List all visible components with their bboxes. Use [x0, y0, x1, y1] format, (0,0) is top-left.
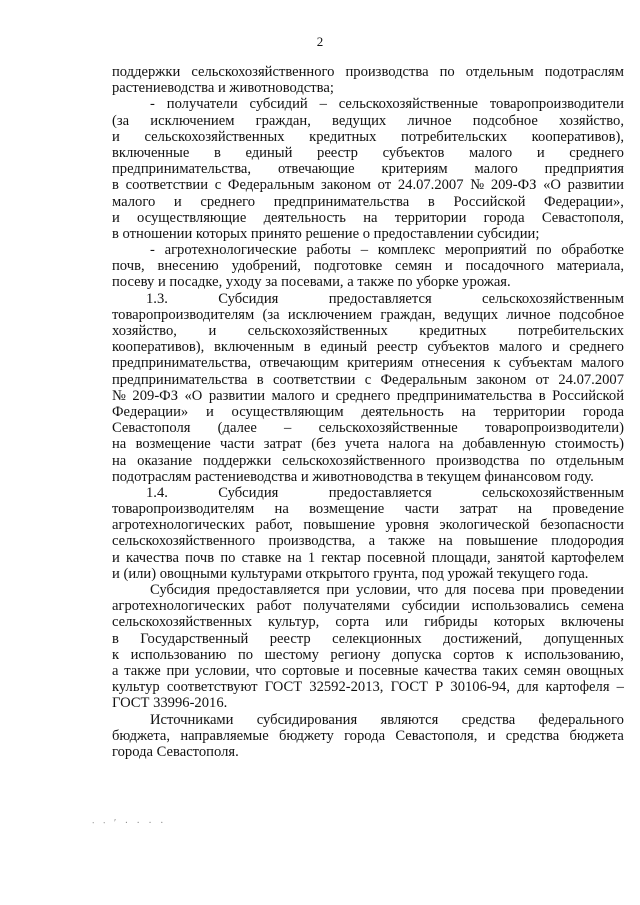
text-line: кооперативов), включенным в единый реестр субъектов малого и среднего	[112, 339, 624, 356]
text-line: товаропроизводителям на возмещение части затрат на проведение	[112, 501, 624, 518]
text-line: (за исключением граждан, ведущих личное подсобное хозяйство,	[112, 112, 624, 129]
text-line: поддержки сельскохозяйственного производства по отдельным подотраслям	[112, 64, 624, 80]
text-line: посеву и посадке, уходу за посевами, а также по уборке урожая.	[112, 274, 511, 291]
text-line: в Государственный реестр селекционных достижений, допущенных	[112, 630, 624, 647]
text-line: включенные в единый реестр субъектов малого и среднего	[112, 144, 624, 161]
text-line: на возмещение части затрат (без учета налога на добавленную стоимость)	[112, 436, 624, 453]
text-line: и качества почв по ставке на 1 гектар посевной площади, занятой картофелем	[112, 549, 624, 566]
text-line: к использованию по шестому региону допуска сортов к использованию,	[112, 646, 624, 663]
text-line: подотраслям растениеводства и животноводства в текущем финансовом году.	[112, 468, 594, 485]
text-line: Субсидия предоставляется при условии, что для посева при проведении	[150, 582, 624, 598]
text-line: - получатели субсидий – сельскохозяйственные товаропроизводители	[150, 96, 624, 113]
text-line: почв, внесению удобрений, подготовке семян и посадочного материала,	[112, 258, 624, 275]
scan-artifact-marks: ∙ ∙ ʹ · · · ·	[92, 818, 167, 829]
text-line: агротехнологических работ получателями субсидии использовались семена	[112, 598, 624, 615]
text-line: Федерации» и осуществляющим деятельность на территории города	[112, 403, 624, 420]
text-line: хозяйство, и сельскохозяйственных кредитных потребительских	[112, 323, 624, 339]
page-number: 2	[316, 34, 324, 49]
text-line: и сельскохозяйственных кредитных потребительских кооперативов),	[112, 128, 624, 145]
document-body	[112, 64, 624, 760]
text-line: и осуществляющие деятельность на территории города Севастополя,	[112, 209, 624, 226]
text-line: Севастополя (далее – сельскохозяйственные товаропроизводители)	[112, 420, 624, 437]
text-line: предпринимательства в соответствии с Федеральным законом от 24.07.2007	[112, 371, 624, 388]
text-line: в отношении которых принято решение о предоставлении субсидии;	[112, 225, 540, 242]
text-line: 1.3. Субсидия предоставляется сельскохозяйственным	[146, 290, 624, 307]
text-line: товаропроизводителям (за исключением граждан, ведущих личное подсобное	[112, 306, 624, 323]
text-line: в соответствии с Федеральным законом от 24.07.2007 № 209-ФЗ «О развитии	[112, 177, 624, 194]
text-line: ГОСТ 33996-2016.	[112, 695, 228, 712]
text-line: и (или) овощными культурами открытого грунта, под урожай текущего года.	[112, 565, 589, 582]
text-line: - агротехнологические работы – комплекс мероприятий по обработке	[150, 242, 624, 259]
text-line: агротехнологических работ, повышение уровня экологической безопасности	[112, 517, 624, 534]
text-line: сельскохозяйственного производства, а также на повышение плодородия	[112, 533, 624, 550]
text-line: № 209-ФЗ «О развитии малого и среднего предпринимательства в Российской	[112, 387, 624, 404]
text-line: сельскохозяйственных культур, сорта или гибриды которых включены	[112, 614, 624, 631]
text-line: Источниками субсидирования являются средства федерального	[150, 711, 624, 728]
text-line: бюджета, направляемые бюджету города Севастополя, и средства бюджета	[112, 727, 624, 744]
text-line: растениеводства и животноводства;	[112, 80, 334, 97]
text-line: культур соответствуют ГОСТ 32592-2013, ГОСТ Р 30106-94, для картофеля –	[112, 679, 624, 696]
text-line: 1.4. Субсидия предоставляется сельскохозяйственным	[146, 484, 624, 501]
text-line: предпринимательства, отвечающие критериям малого предприятия	[112, 161, 624, 178]
text-line: предпринимательства, отвечающим критериям отнесения к субъектам малого	[112, 355, 624, 372]
text-line: а также при условии, что сортовые и посевные качества таких семян овощных	[112, 662, 624, 679]
text-line: на оказание поддержки сельскохозяйственного производства по отдельным	[112, 452, 624, 469]
text-line: малого и среднего предпринимательства в Российской Федерации»,	[112, 193, 624, 210]
text-line: города Севастополя.	[112, 743, 239, 760]
